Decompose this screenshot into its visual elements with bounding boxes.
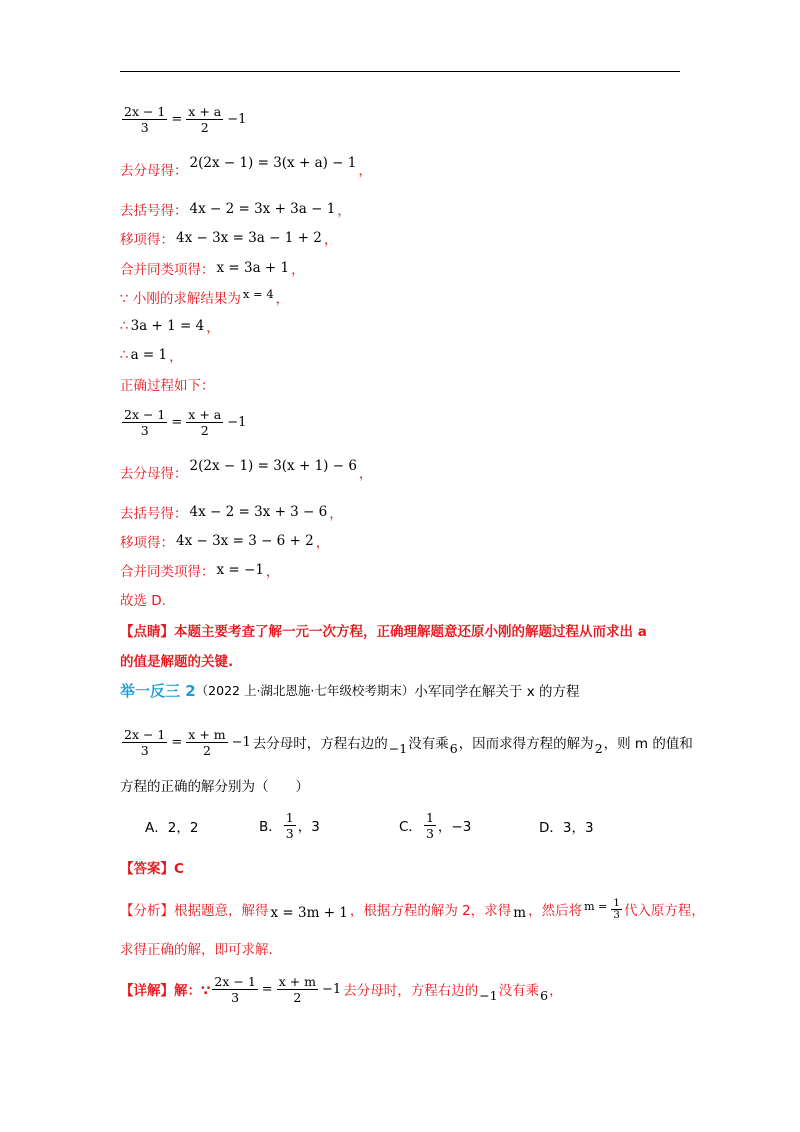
step-line: 移项得： 4x − 3x = 3a − 1 + 2 ， [120, 230, 338, 248]
fraction: $\frac{x + m}{2}$ [278, 973, 317, 1005]
fraction: $\frac{1}{3}$ [285, 809, 294, 841]
step-line: 移项得： 4x − 3x = 3 − 6 + 2 ， [120, 533, 330, 551]
fraction: $\frac{2x - 1}{3}$ [124, 726, 166, 758]
option-d: D． 3，3 [539, 820, 594, 836]
equation-original: $\frac{2x - 1}{3}$ = $\frac{x + a}{2}$ −1 [124, 406, 247, 438]
note-line: 的值是解题的关键. [120, 654, 234, 670]
note-line: 【点睛】本题主要考查了解一元一次方程，正确理解题意还原小刚的解题过程从而求出 a [120, 624, 647, 640]
detail-line: 【详解】解：∵ $\frac{2x - 1}{3}$ = $\frac{x + m}{2}$ −1 去分母时，方程右边的 −1 没有乘 6 ， [120, 973, 563, 1005]
analysis-line: 求得正确的解，即可求解. [120, 942, 273, 958]
problem-header: 举一反三 2 （2022 上·湖北恩施·七年级校考期末） 小军同学在解关于 x 的方程 [120, 681, 580, 700]
fraction: $\frac{2x - 1}{3}$ [124, 406, 166, 438]
option-b: B． $\frac{1}{3}$ ，3 [259, 809, 320, 841]
step-line: ∵ 小刚的求解结果为 x = 4 ， [120, 287, 290, 307]
fraction: $\frac{1}{3}$ [613, 896, 620, 921]
header-rule [120, 71, 680, 72]
section-heading: 正确过程如下： [120, 378, 215, 394]
option-c: C． $\frac{1}{3}$ ，−3 [399, 809, 472, 841]
problem-text-line: 方程的正确的解分别为（ ） [120, 779, 309, 795]
step-line: 去分母得： 2(2x − 1) = 3(x + a) − 1 ， [120, 155, 372, 179]
fraction: $\frac{x + a}{2}$ [188, 103, 222, 135]
analysis-line: 【分析】根据题意，解得 x = 3m + 1 ，根据方程的解为 2，求得 m ，然后将 m = $\frac{1}{3}$ 代入原方程， [120, 896, 705, 921]
step-line: 合并同类项得： x = −1 ， [120, 562, 280, 580]
step-line: 去括号得： 4x − 2 = 3x + 3a − 1 ， [120, 201, 351, 219]
fraction: $\frac{x + a}{2}$ [188, 406, 222, 438]
fraction: $\frac{x + m}{2}$ [188, 726, 226, 758]
step-line: ∴ a = 1 ， [120, 347, 183, 365]
step-line: 合并同类项得： x = 3a + 1 ， [120, 260, 305, 278]
step-line: 去分母得： 2(2x − 1) = 3(x + 1) − 6 ， [120, 458, 373, 482]
problem-equation-line: $\frac{2x - 1}{3}$ = $\frac{x + m}{2}$ −1 去分母时，方程右边的 −1 没有乘 6 ，因而求得方程的解为 2 ，则 m 的值和 [124, 726, 693, 758]
option-a: A． 2，2 [145, 820, 199, 836]
fraction: $\frac{1}{3}$ [425, 809, 434, 841]
step-line: ∴ 3a + 1 = 4 ， [120, 318, 220, 336]
equation-original: $\frac{2x - 1}{3}$ = $\frac{x + a}{2}$ −1 [124, 103, 247, 135]
fraction: $\frac{2x - 1}{3}$ [124, 103, 166, 135]
step-line: 去括号得： 4x − 2 = 3x + 3 − 6 ， [120, 504, 343, 522]
conclusion-line: 故选 D. [120, 593, 166, 609]
answer-line: 【答案】C [120, 861, 184, 877]
fraction: $\frac{2x - 1}{3}$ [214, 973, 256, 1005]
